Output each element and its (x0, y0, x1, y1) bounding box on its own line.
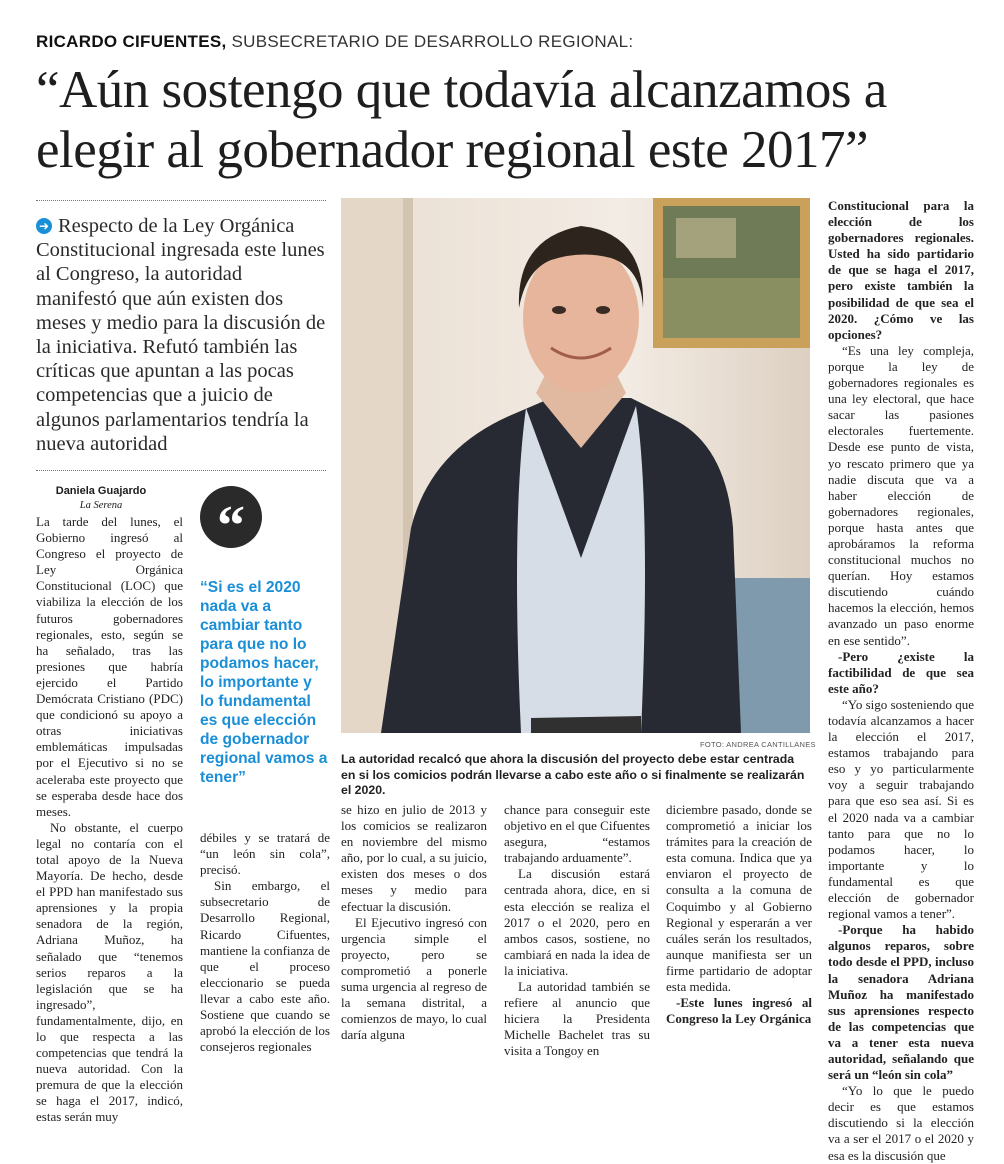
body-column-2 (200, 830, 330, 1055)
paragraph: chance para conseguir este objetivo en el que Cifuentes asegura, “estamos trabajando arduamente”. (504, 802, 650, 866)
paragraph: La tarde del lunes, el Gobierno ingresó al Congreso el proyecto de Ley Orgánica Constitucional (LOC) que viabiliza la elección de los futuros gobernadores regionales, esto, según se ha señalado, tras las presiones que habría ejercido el Partido Demócrata Cristiano (PDC) que condicionó su apoyo a otras iniciativas emblemáticas impulsadas por el Ejecutivo si no se aceleraba este proyecto que se esperaba desde hace dos meses. (36, 514, 183, 819)
body-column-5 (666, 802, 812, 1027)
interviewee-role: SUBSECRETARIO DE DESARROLLO REGIONAL: (231, 32, 634, 51)
interview-answer: “Yo sigo sosteniendo que todavía alcanzamos a hacer la elección el 2017, estamos trabajando para eso y yo particularmente voy a seguir trabajando para que eso sea así. Si es el 2020 nada va a cambiar tanto para que no lo podamos hacer, lo importante y lo fundamental es que elección de gobernador regional vamos a tener”. (828, 696, 974, 922)
body-column-1 (36, 514, 183, 1126)
photo-caption: La autoridad recalcó que ahora la discusión del proyecto debe estar centrada en si los comicios podrán llevarse a cabo este año o si finalmente se realizarán el 2020. (341, 752, 805, 797)
pull-quote: “Si es el 2020 nada va a cambiar tanto para que no lo podamos hacer, lo importante y lo fundamental es que elección de gobernador regional vamos a tener” (200, 579, 328, 786)
kicker (36, 32, 633, 52)
paragraph: La discusión estará centrada ahora, dice, en si esta elección se realiza el 2017 o el 2020, pero en ambos casos, sostiene, no cambiará en nada la idea de la iniciativa. (504, 866, 650, 978)
paragraph: La autoridad también se refiere al anuncio que hiciera la Presidenta Michelle Bachelet tras su visita a Tongoy en (504, 979, 650, 1059)
lead-text: Respecto de la Ley Orgánica Constitucional ingresada este lunes al Congreso, la autoridad manifestó que aún existen dos meses y medio para la discusión de la iniciativa. Refutó también las críticas que apuntan a las pocas competencias que a juicio de algunos parlamentarios tendría la nueva autoridad (36, 215, 326, 455)
interview-answer: “Yo lo que le puedo decir es que estamos discutiendo si la elección va a ser el 2017 o el 2020 y esa es la discusión que (828, 1083, 974, 1163)
interview-question: Constitucional para la elección de los gobernadores regionales. Usted ha sido partidario de que se haga el 2017, pero existe también la posibilidad de que sea el 2020. ¿Cómo ve las opciones? (828, 198, 974, 342)
paragraph: se hizo en julio de 2013 y los comicios se realizaron en noviembre del mismo año, por lo cual, a su juicio, existen dos meses o dos meses y medio para efectuar la discusión. (341, 802, 487, 914)
photo-credit: FOTO: ANDREA CANTILLANES (700, 740, 816, 749)
body-column-4 (504, 802, 650, 1060)
interview-question: -Este lunes ingresó al Congreso la Ley Orgánica (666, 995, 812, 1027)
byline-place: La Serena (79, 500, 123, 511)
paragraph: El Ejecutivo ingresó con urgencia simple el proyecto, pero se comprometió a ponerle suma urgencia al regreso de la semana distrital, a comienzos de mayo, lo cual daría alguna (341, 914, 487, 1043)
byline-author: Daniela Guajardo (55, 485, 147, 497)
lead-paragraph (36, 214, 326, 456)
body-column-6 (828, 198, 974, 1164)
headline: “Aún sostengo que todavía alcanzamos a elegir al gobernador regional este 2017” (36, 61, 887, 179)
quote-icon: “ (200, 486, 262, 548)
paragraph: diciembre pasado, donde se comprometió a iniciar los trámites para la creación de esta comuna. Indica que ya enviaron el proyecto de consulta a la comuna de Coquimbo y al Gobierno Regional y esperarán a ver cuáles serán los resultados, aunque manifiesta ser un firme partidario de adoptar esta medida. (666, 802, 812, 995)
interview-answer: “Es una ley compleja, porque la ley de gobernadores regionales es una ley electoral, que hace sacar las pasiones electorales fuertemente. Desde ese punto de vista, yo rescato primero que ya nadie discuta que va a haber elección de gobernadores regionales, porque hasta antes que aprobáramos la reforma constitucional muchos no querían. Hoy estamos discutiendo cuándo hacemos la elección, hemos avanzado un paso enorme en ese sentido”. (828, 342, 974, 648)
interviewee-name: RICARDO CIFUENTES, (36, 32, 227, 51)
arrow-right-icon: ➜ (36, 218, 52, 234)
portrait-illustration (341, 198, 810, 733)
divider (36, 200, 326, 201)
paragraph: débiles y se tratará de “un león sin cola”, precisó. (200, 830, 330, 878)
portrait-photo (341, 198, 810, 733)
paragraph: Sin embargo, el subsecretario de Desarrollo Regional, Ricardo Cifuentes, mantiene la confianza de que el proceso eleccionario se pueda llevar a cabo este año. Sostiene que cuando se aprobó la elección de los consejeros regionales (200, 878, 330, 1055)
interview-question: -Porque ha habido algunos reparos, sobre todo desde el PPD, incluso la senadora Adriana Muñoz ha manifestado sus aprensiones respecto de las competencias que va a tener esta nueva autoridad, señalando que será un “león sin cola” (828, 922, 974, 1083)
paragraph: No obstante, el cuerpo legal no contaría con el total apoyo de la Nueva Mayoría. De hecho, desde el PPD han manifestado sus aprensiones y la propia senadora de la región, Adriana Muñoz, ha señalado que “tenemos serios reparos a la legislación que se ha ingresado”, fundamentalmente, dijo, en lo que respecta a las competencias que tendrá la nueva autoridad. Con la premura de que la elección se haga el 2017, indicó, estas serán muy (36, 819, 183, 1125)
interview-question: -Pero ¿existe la factibilidad de que sea este año? (828, 648, 974, 696)
divider (36, 470, 326, 471)
body-column-3 (341, 802, 487, 1043)
